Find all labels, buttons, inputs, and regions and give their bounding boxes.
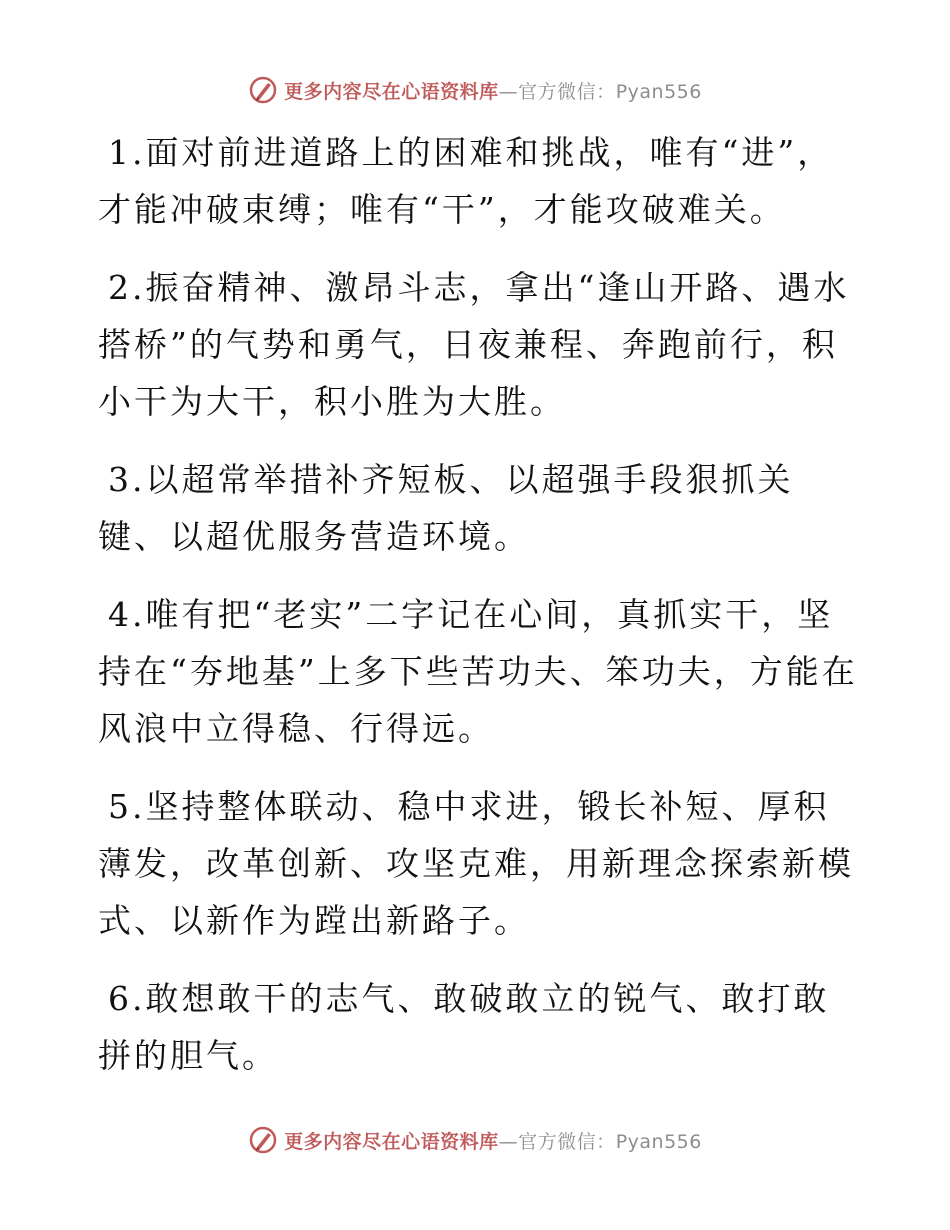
paragraph-6: 6.敢想敢干的志气、敢破敢立的锐气、敢打敢拼的胆气。	[98, 979, 830, 1075]
paragraph-5: 5.坚持整体联动、稳中求进，锻长补短、厚积薄发，改革创新、攻坚克难，用新理念探索新模式、以新作为蹚出新路子。	[98, 787, 854, 940]
pen-logo-icon	[248, 75, 278, 105]
footer-watermark	[0, 1120, 950, 1160]
paragraph-2: 2.振奋精神、激昂斗志，拿出“逢山开路、遇水搭桥”的气势和勇气，日夜兼程、奔跑前行，积小干为大干，积小胜为大胜。	[98, 268, 850, 421]
paragraph-1: 1.面对前进道路上的困难和挑战，唯有“进”，才能冲破束缚；唯有“干”，才能攻破难关。	[98, 133, 834, 229]
paragraph-3: 3.以超常举措补齐短板、以超强手段狠抓关键、以超优服务营造环境。	[98, 460, 794, 556]
paragraph-4: 4.唯有把“老实”二字记在心间，真抓实干，坚持在“夯地基”上多下些苦功夫、笨功夫，方能在风浪中立得稳、行得远。	[98, 595, 858, 748]
header-watermark	[0, 70, 950, 110]
pen-logo-icon	[248, 1125, 278, 1155]
footer-brand-label: —官方微信：	[498, 1130, 616, 1153]
footer-brand-text	[284, 1127, 702, 1154]
header-brand-text	[284, 77, 702, 104]
footer-brand-id: Pyan556	[615, 1130, 702, 1153]
footer-brand-name: 更多内容尽在心语资料库	[284, 1130, 499, 1153]
document-body	[98, 124, 858, 1105]
header-brand-label: —官方微信：	[498, 80, 616, 103]
header-brand-id: Pyan556	[615, 80, 702, 103]
header-brand-name: 更多内容尽在心语资料库	[284, 80, 499, 103]
